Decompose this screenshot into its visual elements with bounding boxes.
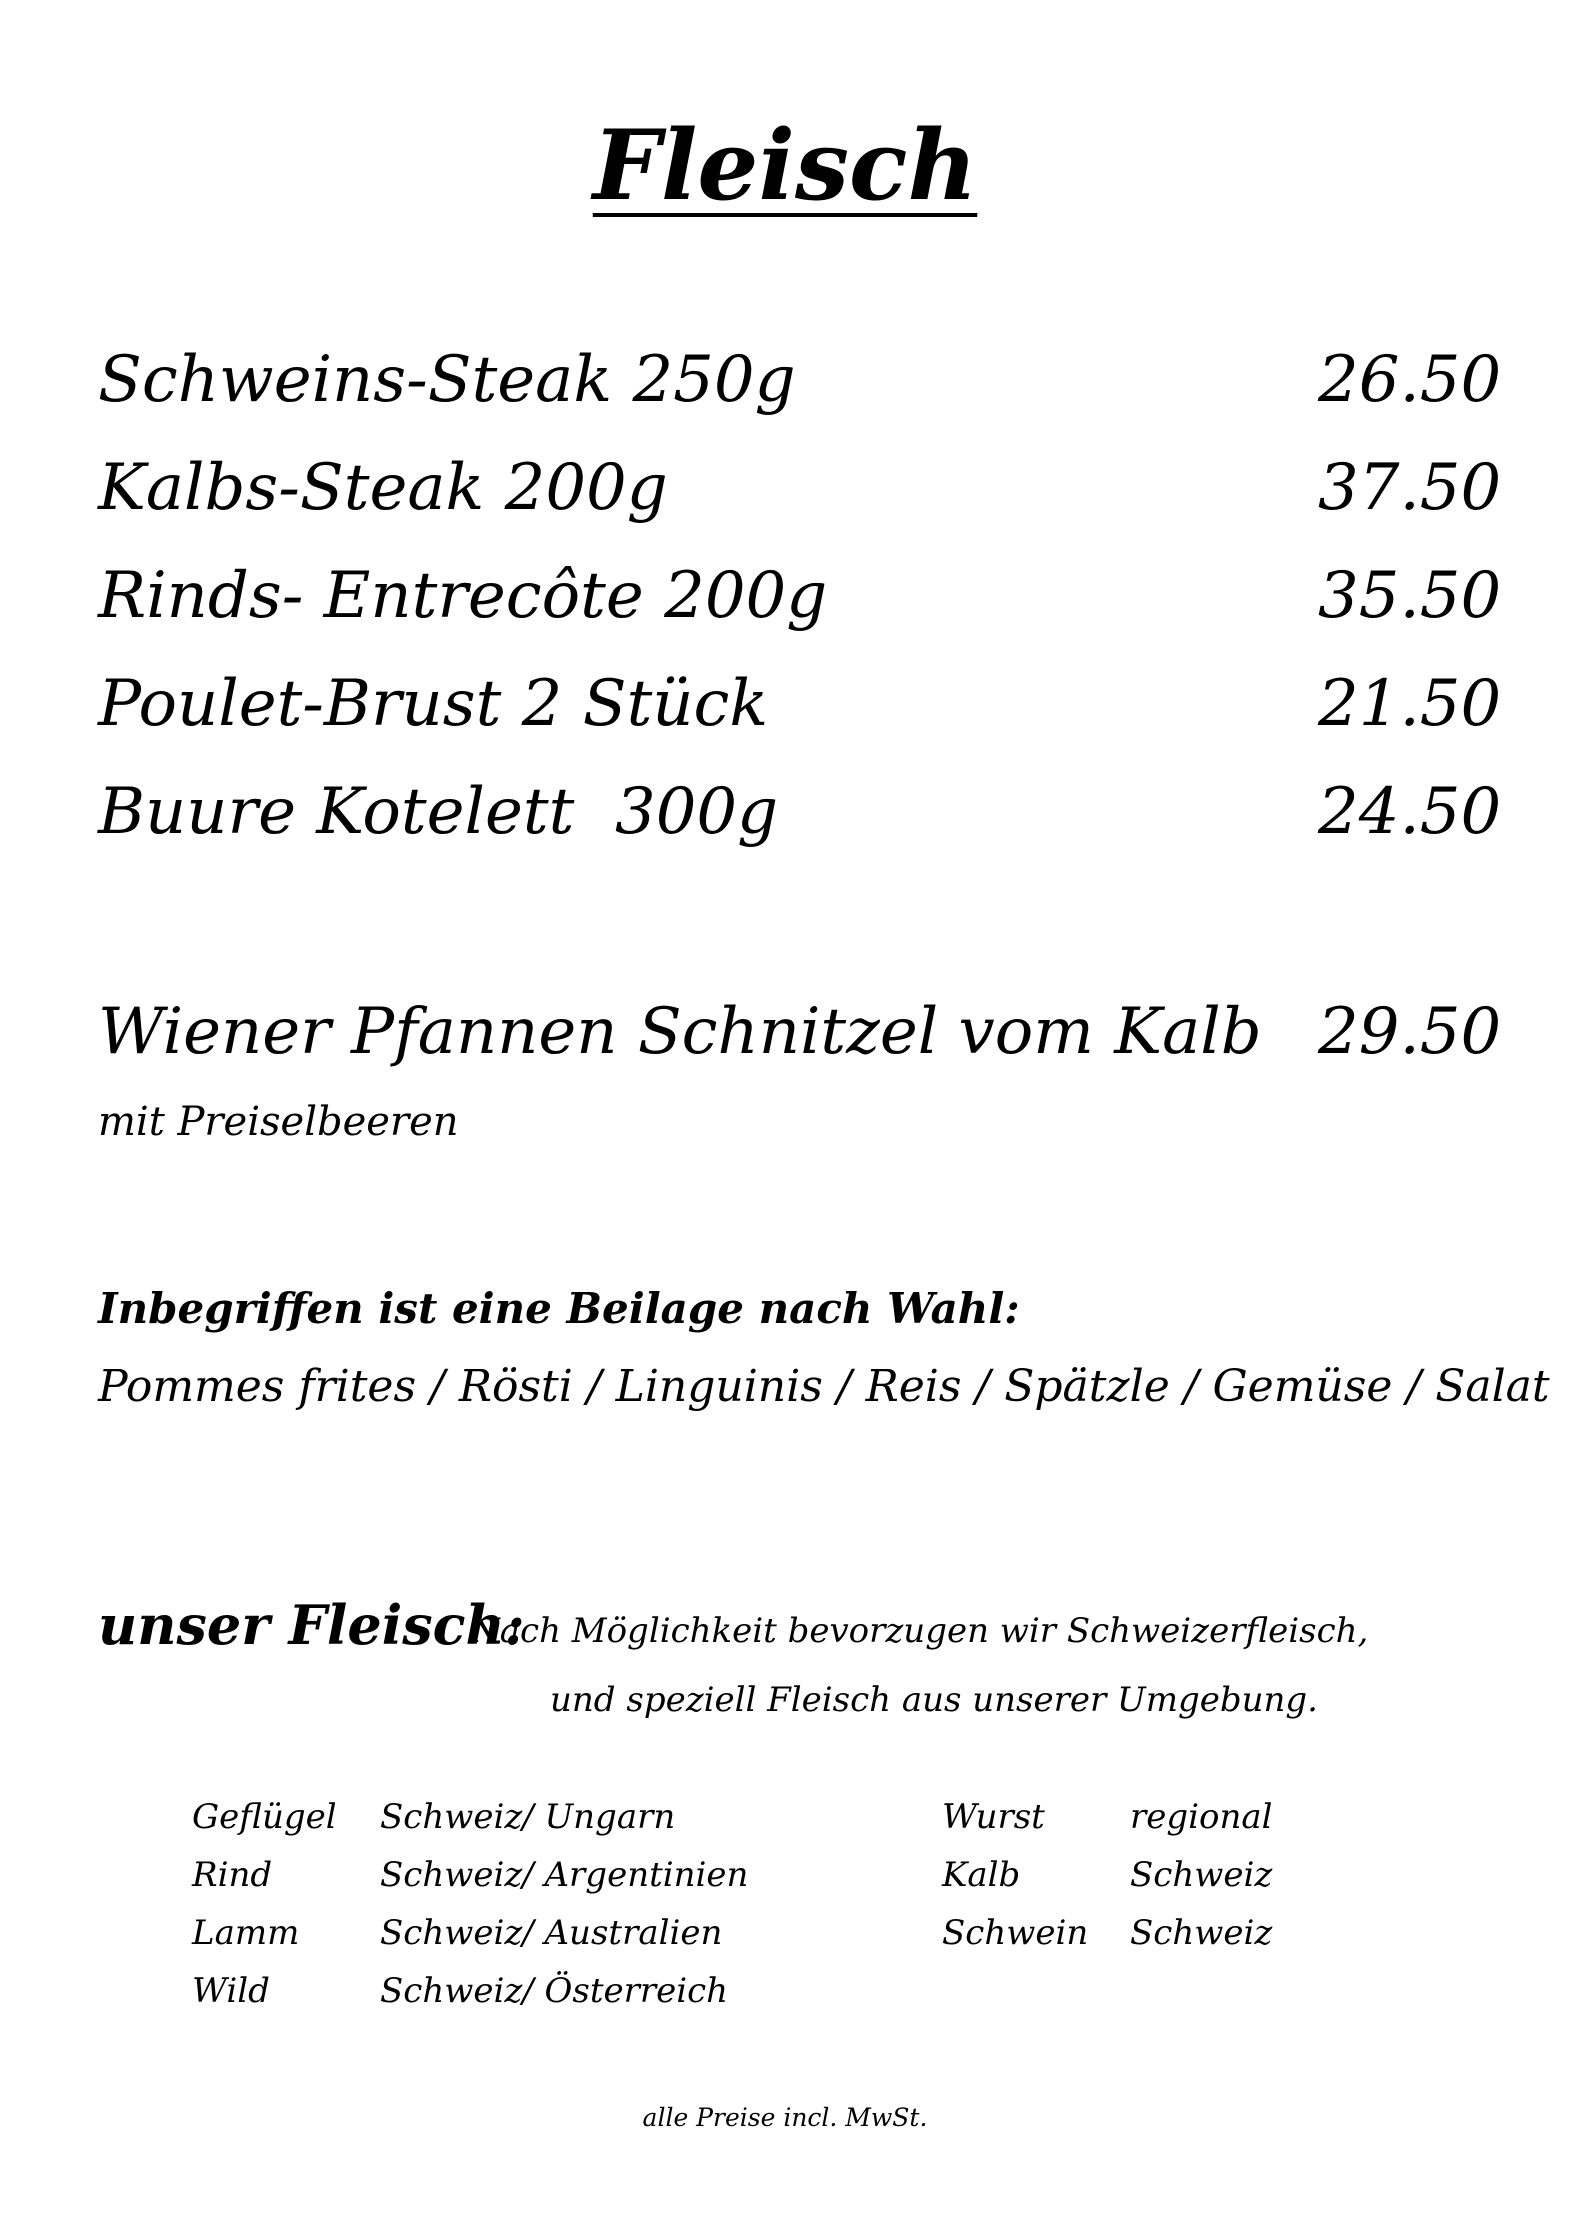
origin-country: Schweiz [1130, 1913, 1273, 1953]
sides-heading: Inbegriffen ist eine Beilage nach Wahl: [98, 1284, 1020, 1333]
origin-country: Schweiz/ Australien [380, 1913, 723, 1953]
origin-country: Schweiz/ Ungarn [380, 1797, 676, 1837]
dish-price: 24.50 [1318, 775, 1502, 849]
dish-price: 26.50 [1318, 343, 1502, 417]
origin-text-line2: und speziell Fleisch aus unserer Umgebung. [550, 1680, 1318, 1720]
dish-name: Kalbs-Steak 200g [98, 451, 668, 525]
origin-country: Schweiz [1130, 1855, 1273, 1895]
origin-meat: Geflügel [192, 1797, 337, 1837]
dish-price: 37.50 [1318, 451, 1502, 525]
sides-list: Pommes frites / Rösti / Linguinis / Reis / Spätzle / Gemüse / Salat [98, 1361, 1550, 1412]
footer-note: alle Preise incl. MwSt. [642, 2103, 928, 2132]
dish-price: 35.50 [1318, 559, 1502, 633]
dish-name: Schweins-Steak 250g [98, 343, 796, 417]
dish-name: Rinds- Entrecôte 200g [98, 559, 828, 633]
origin-text-line1: Nach Möglichkeit bevorzugen wir Schweizerfleisch, [470, 1611, 1369, 1651]
origin-country: Schweiz/ Argentinien [380, 1855, 749, 1895]
origin-meat: Lamm [192, 1913, 300, 1953]
dish-name: Buure Kotelett 300g [98, 775, 779, 849]
origin-label: unser Fleisch: [98, 1593, 525, 1657]
origin-meat: Rind [192, 1855, 273, 1895]
special-dish-name: Wiener Pfannen Schnitzel vom Kalb [98, 995, 1262, 1069]
special-dish-price: 29.50 [1318, 995, 1502, 1069]
origin-meat: Schwein [942, 1913, 1089, 1953]
origin-meat: Wild [192, 1971, 270, 2011]
origin-meat: Kalb [942, 1855, 1021, 1895]
dish-name: Poulet-Brust 2 Stück [98, 667, 769, 741]
origin-country: Schweiz/ Österreich [380, 1971, 729, 2011]
page-title: Fleisch [592, 109, 978, 222]
origin-country: regional [1130, 1797, 1273, 1837]
special-dish-note: mit Preiselbeeren [98, 1099, 459, 1145]
dish-price: 21.50 [1318, 667, 1502, 741]
origin-meat: Wurst [942, 1797, 1045, 1837]
